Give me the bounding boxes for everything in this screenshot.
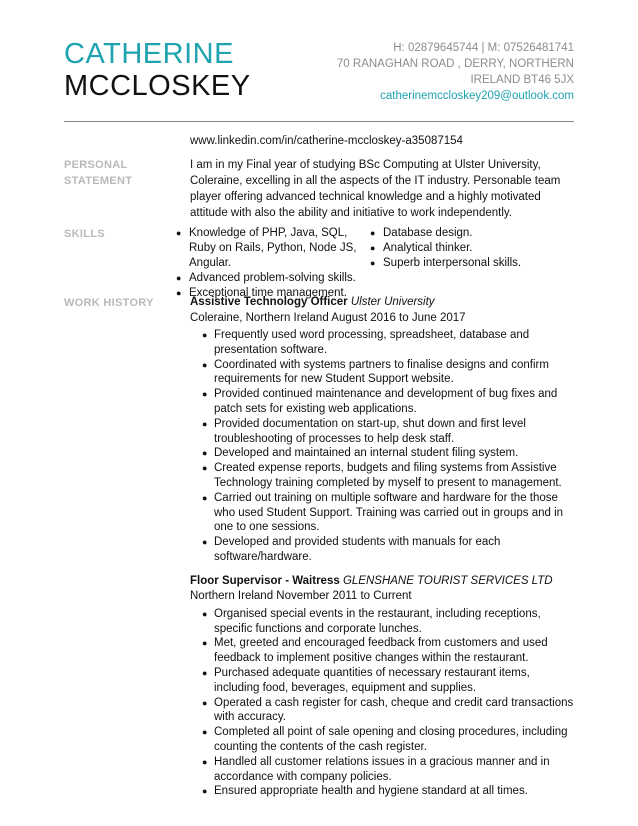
email-link[interactable]: catherinemccloskey209@outlook.com bbox=[380, 90, 574, 102]
skills-list-left bbox=[176, 226, 364, 301]
job-bullets bbox=[190, 328, 575, 565]
job-title: Assistive Technology Officer bbox=[190, 296, 348, 308]
skills-label: SKILLS bbox=[64, 228, 105, 240]
job-bullets bbox=[190, 607, 575, 799]
job-entry bbox=[190, 574, 575, 799]
phone: H: 02879645744 | M: 07526481741 bbox=[393, 42, 574, 54]
name-first: CATHERINE bbox=[64, 38, 234, 70]
work-history-label: WORK HISTORY bbox=[64, 297, 154, 309]
job-location-dates: Coleraine, Northern Ireland August 2016 to June 2017 bbox=[190, 311, 466, 324]
job-bullet: ● Met, greeted and encouraged feedback from customers and used feedback to implement positive changes within the restaurant. bbox=[190, 636, 575, 666]
job-bullet: ● Completed all point of sale opening and closing procedures, including counting the contents of the cash register. bbox=[190, 725, 575, 755]
job-bullet: ● Purchased adequate quantities of necessary restaurant items, including food, beverages, equipment and supplies. bbox=[190, 666, 575, 696]
job-bullet: ● Provided documentation on start-up, shut down and first level troubleshooting of processes to help desk staff. bbox=[190, 417, 575, 447]
skill-item: ● Knowledge of PHP, Java, SQL, Ruby on Rails, Python, Node JS, Angular. bbox=[176, 226, 364, 271]
personal-statement-text: I am in my Final year of studying BSc Computing at Ulster University, Coleraine, excelling in all the aspects of the IT industry. Personable team player offering advanced technical knowledge and a highly motivated attitude with also the ability and initiative to work independently. bbox=[190, 159, 561, 219]
skills-grid bbox=[176, 226, 566, 301]
job-entry bbox=[190, 295, 575, 565]
work-history-body bbox=[190, 295, 575, 808]
job-bullet: ● Organised special events in the restaurant, including receptions, specific functions and corporate lunches. bbox=[190, 607, 575, 637]
skill-item: ● Database design. bbox=[370, 226, 560, 241]
job-bullet: ● Handled all customer relations issues in a gracious manner and in accordance with company policies. bbox=[190, 755, 575, 785]
header-divider bbox=[64, 121, 574, 122]
address-line1: 70 RANAGHAN ROAD , DERRY, NORTHERN bbox=[336, 58, 574, 70]
job-bullet: ● Carried out training on multiple software and hardware for the those who used Student Support. Training was carried out in groups and in one to one sessions. bbox=[190, 491, 575, 535]
job-bullet: ● Frequently used word processing, spreadsheet, database and presentation software. bbox=[190, 328, 575, 358]
skill-item: ● Superb interpersonal skills. bbox=[370, 256, 560, 271]
job-bullet: ● Operated a cash register for cash, cheque and credit card transactions with accuracy. bbox=[190, 696, 575, 726]
skill-item: ● Advanced problem-solving skills. bbox=[176, 271, 364, 286]
skills-list-right bbox=[370, 226, 560, 301]
personal-statement-label: PERSONAL STATEMENT bbox=[64, 159, 133, 187]
job-bullet: ● Developed and maintained an internal student filing system. bbox=[190, 446, 575, 461]
job-company: GLENSHANE TOURIST SERVICES LTD bbox=[342, 574, 553, 587]
skill-item: ● Exceptional time management. bbox=[176, 286, 364, 301]
job-company: Ulster University bbox=[350, 296, 435, 308]
job-location-dates: Northern Ireland November 2011 to Current bbox=[190, 590, 412, 603]
job-bullet: ● Provided continued maintenance and development of bug fixes and patch sets for existing web applications. bbox=[190, 387, 575, 417]
address-line2: IRELAND BT46 5JX bbox=[470, 74, 574, 86]
contact-block bbox=[274, 40, 574, 104]
linkedin-link[interactable]: www.linkedin.com/in/catherine-mccloskey-a35087154 bbox=[190, 135, 463, 147]
name-last: MCCLOSKEY bbox=[64, 70, 251, 102]
job-title: Floor Supervisor - Waitress bbox=[190, 574, 340, 587]
skill-item: ● Analytical thinker. bbox=[370, 241, 560, 256]
job-bullet: ● Developed and provided students with manuals for each software/hardware. bbox=[190, 535, 575, 565]
job-bullet: ● Coordinated with systems partners to finalise designs and confirm requirements for new Student Support website. bbox=[190, 358, 575, 388]
job-bullet: ● Ensured appropriate health and hygiene standard at all times. bbox=[190, 784, 575, 799]
job-bullet: ● Created expense reports, budgets and filing systems from Assistive Technology training completed by myself to present to management. bbox=[190, 461, 575, 491]
